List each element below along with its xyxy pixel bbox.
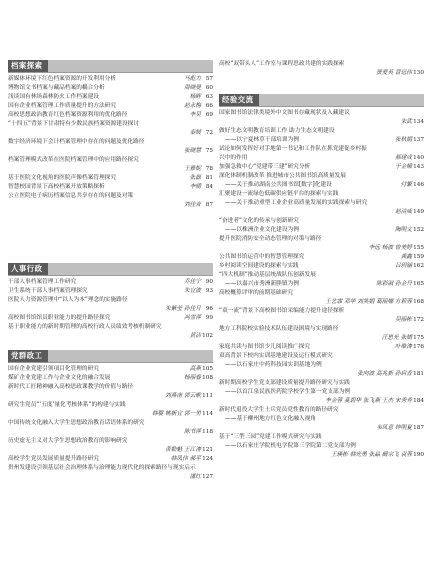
article-author: 叶维涛: [394, 344, 412, 350]
toc-line: [8, 120, 213, 129]
toc-entry[interactable]: [8, 365, 213, 374]
page-number: 57: [205, 76, 213, 82]
toc-entry[interactable]: [219, 352, 424, 379]
toc-line: [8, 183, 213, 192]
article-title: 卫生系统干部人事档案管理探究: [8, 288, 88, 294]
toc-entry[interactable]: [219, 253, 424, 262]
toc-line: [219, 262, 424, 271]
toc-line: [219, 127, 424, 136]
toc-line: [8, 305, 213, 314]
section-title: 人事行政: [8, 263, 48, 275]
entry-list: [219, 60, 424, 78]
article-title: 加强急救中心“党建带三建”研究分析: [219, 164, 311, 170]
toc-line: [8, 138, 213, 147]
entry-list: [8, 365, 213, 482]
toc-entry[interactable]: [8, 419, 213, 437]
page-number: 75: [205, 148, 213, 154]
page-number: 165: [413, 281, 424, 287]
article-author: 周晓曼: [183, 85, 201, 91]
toc-entry[interactable]: [219, 235, 424, 253]
toc-line: [219, 60, 424, 69]
toc-line: [8, 392, 213, 401]
page-number: 149: [413, 209, 424, 215]
toc-line: [219, 379, 424, 388]
article-author: 赵永梅: [183, 103, 201, 109]
toc-line: [8, 84, 213, 93]
toc-line: [219, 69, 424, 78]
article-title: 新时期高校学生党支部建设质量提升路径研究与实践: [219, 380, 350, 386]
article-title: 高校“双带头人”工作室与课程思政共建的实践探索: [219, 61, 345, 67]
article-author: 潘红: [189, 474, 201, 480]
toc-line: [8, 201, 213, 210]
section-header: [8, 350, 213, 363]
article-author: 黄勒魁 王江涛: [165, 447, 201, 453]
article-author: 汪思光 张婧: [381, 335, 412, 341]
toc-entry[interactable]: [8, 138, 213, 156]
article-author: 陈书萍: [183, 429, 201, 435]
article-title: 兴中的作用: [219, 155, 248, 161]
section-header: [219, 94, 424, 107]
page-number: 181: [413, 371, 424, 377]
toc-line: [219, 316, 424, 325]
article-author: 马彪力: [183, 76, 201, 82]
page-number: 140: [413, 155, 424, 161]
article-author: 秦媛: [189, 130, 201, 136]
article-author: 刘燕南 郭云歌: [165, 393, 201, 399]
toc-line: [8, 93, 213, 102]
article-title: 高校图书馆馆员职业能力的提升路径探究: [8, 315, 111, 321]
page-number: 121: [202, 447, 213, 453]
article-title: “四大机制”推动基层统战队伍创新发展: [219, 272, 316, 278]
toc-line: [8, 156, 213, 165]
toc-line: [8, 278, 213, 287]
toc-entry[interactable]: [8, 401, 213, 419]
page-number: 168: [413, 299, 424, 305]
toc-line: [219, 433, 424, 442]
page-number: 187: [413, 425, 424, 431]
toc-entry[interactable]: [219, 325, 424, 343]
toc-entry[interactable]: [8, 455, 213, 464]
toc-line: [8, 111, 213, 120]
page-number: 78: [205, 166, 213, 172]
toc-line: [8, 332, 213, 341]
article-title: ——以首江泉民族医药院学校学生第一党支部为例: [225, 389, 351, 395]
article-title: 新时代工匠精神融入高校思政课教学的价值与路径: [8, 384, 134, 390]
page-number: 143: [413, 164, 424, 170]
section-title: 档案探索: [8, 60, 48, 72]
toc-entry[interactable]: [8, 111, 213, 120]
page-number: 114: [202, 411, 213, 417]
page-number: 60: [205, 85, 213, 91]
toc-line: [219, 208, 424, 217]
toc-line: [219, 235, 424, 244]
toc-line: [219, 334, 424, 343]
page-number: 127: [202, 474, 213, 480]
toc-line: [219, 109, 424, 118]
article-title: 试论如何发挥好对手地第一书记和工作队在抓党建促乡村振: [219, 146, 367, 152]
article-author: 赵洁威: [394, 209, 412, 215]
article-title: ——以石家庄学院机电学院第三学院第二党支部为例: [225, 443, 356, 449]
toc-entry[interactable]: [219, 406, 424, 433]
toc-entry[interactable]: [8, 183, 213, 192]
article-author: 贺爱英 晋远伟: [376, 70, 412, 76]
article-title: 国家图书馆法律类境外中文图书存藏现状及入藏建议: [219, 110, 350, 116]
toc-entry[interactable]: [8, 93, 213, 102]
page-number: 152: [413, 227, 424, 233]
article-author: 吕玥涵: [394, 263, 412, 269]
article-title: 基于职业能力的新时期管理的高校行政人员绩效考核机制研究: [8, 324, 162, 330]
entry-list: [8, 75, 213, 210]
toc-entry[interactable]: [219, 172, 424, 190]
article-title: 汇聚建设一流绿色低碳供应链平台的探索与实践: [219, 191, 339, 197]
article-author: 张秋娟: [394, 137, 412, 143]
article-author: 李金蓉 莫碧华 张飞燕 王杰 宋秀秀: [325, 398, 412, 404]
toc-entry[interactable]: [219, 127, 424, 145]
toc-line: [219, 325, 424, 334]
toc-line: [219, 163, 424, 172]
section-header: [8, 263, 213, 276]
section-header: [8, 60, 213, 73]
article-author: 高燕: [189, 366, 201, 372]
toc-entry[interactable]: [219, 60, 424, 78]
article-title: 研究生党员“‘五度’量化考核体系”的构建与实践: [8, 402, 126, 408]
toc-line: [219, 397, 424, 406]
article-title: ——以株洲企业文化建设为例: [225, 227, 299, 233]
toc-entry[interactable]: [8, 374, 213, 383]
toc-line: [8, 401, 213, 410]
toc-line: [8, 383, 213, 392]
section-exchange: [219, 94, 424, 460]
toc-line: [8, 174, 213, 183]
toc-line: [219, 280, 424, 289]
article-title: 国有企业党建引领项目化管理的研究: [8, 366, 99, 372]
section-title: 经验交流: [219, 94, 259, 106]
article-author: 杨丽春: [183, 375, 201, 381]
article-author: 朱宜波: [183, 288, 201, 294]
page-number: 102: [202, 333, 213, 339]
page-number: 72: [205, 130, 213, 136]
article-title: 智慧校园背景下高校档案开放策略探析: [8, 184, 105, 190]
toc-line: [219, 253, 424, 262]
toc-line: [8, 410, 213, 419]
article-author: 张向波 高兆新 孙启香: [357, 371, 412, 377]
toc-entry[interactable]: [8, 156, 213, 174]
toc-entry[interactable]: [8, 383, 213, 401]
page-number: 66: [205, 103, 213, 109]
toc-entry[interactable]: [219, 343, 424, 352]
toc-line: [8, 129, 213, 138]
article-author: 刘佳音: [183, 202, 201, 208]
article-title: 高校学生党员发展质量提升路径研究: [8, 456, 99, 462]
article-author: 张晓慧: [183, 148, 201, 154]
article-author: 李远 杨波 曾美婷: [368, 245, 412, 251]
page-number: 159: [413, 254, 424, 260]
toc-line: [219, 415, 424, 424]
toc-line: [8, 287, 213, 296]
toc-entry[interactable]: [8, 287, 213, 296]
article-author: 李晴: [189, 184, 201, 190]
toc-line: [219, 190, 424, 199]
toc-entry[interactable]: [8, 278, 213, 287]
toc-entry[interactable]: [219, 271, 424, 289]
article-title: 新媒体环境下红色档案资源的开发利用分析: [8, 76, 117, 82]
page-number: 90: [205, 279, 213, 285]
toc-entry[interactable]: [8, 174, 213, 183]
section-continued: [219, 60, 424, 78]
article-title: ——以石家庄中药科技园实训基地为例: [225, 362, 322, 368]
section-personnel: [8, 263, 213, 341]
page-number: 130: [413, 70, 424, 76]
toc-line: [8, 428, 213, 437]
article-author: 韩凤伟 郝平: [170, 456, 201, 462]
toc-line: [8, 192, 213, 201]
toc-line: [8, 314, 213, 323]
article-author: 朱紫莹 孙佳月: [165, 306, 201, 312]
article-title: ——基于柳州地方红色文化融入视角: [225, 416, 316, 422]
page-number: 190: [413, 452, 424, 458]
page-number: 81: [205, 175, 213, 181]
toc-line: [219, 370, 424, 379]
toc-entry[interactable]: [219, 163, 424, 172]
page-number: 87: [205, 202, 213, 208]
article-title: 地方工科院校实验技术队伍建设困境与实现路径: [219, 326, 339, 332]
article-title: 乡村阅读空间建设的探索与实践: [219, 263, 299, 269]
toc-line: [219, 145, 424, 154]
page-number: 93: [205, 288, 213, 294]
article-author: 王瑛彬 韩光勇 张晶 阚宗飞 袁蓉: [330, 452, 412, 458]
page-number: 175: [413, 335, 424, 341]
toc-line: [219, 244, 424, 253]
article-title: “十四五”背景下甘肃特有少数民族档案资源建设探讨: [8, 121, 140, 127]
section-archives: [8, 60, 213, 210]
right-column: [219, 0, 424, 585]
toc-line: [8, 437, 213, 446]
toc-line: [8, 365, 213, 374]
page-number: 184: [413, 398, 424, 404]
article-author: 冯雪萍: [183, 315, 201, 321]
article-title: 医院人力资源管理中“以人为本”理念的实施路径: [8, 297, 128, 303]
article-title: ——以宁夏林草干部培训为例: [225, 137, 299, 143]
toc-line: [8, 464, 213, 473]
article-title: 提升医院消防安全动态管理的对策与路径: [219, 236, 322, 242]
page-number: 162: [413, 263, 424, 269]
article-title: ——关于推动重型工业企业高质量发展的实践探索与研究: [225, 200, 368, 206]
toc-entry[interactable]: [8, 296, 213, 314]
page-number: 146: [413, 182, 424, 188]
toc-entry[interactable]: [8, 75, 213, 84]
toc-entry[interactable]: [219, 379, 424, 406]
article-author: 黄洁: [189, 333, 201, 339]
toc-entry[interactable]: [8, 437, 213, 455]
toc-line: [219, 217, 424, 226]
page-number: 63: [205, 94, 213, 100]
toc-line: [8, 473, 213, 482]
article-author: 吴丽彬: [394, 317, 412, 323]
article-author: 王艺霏 邓华 刘笑娟 葛丽娜 方莉蓉: [325, 299, 412, 305]
article-title: 数字经济环境下会计档案管理中存在的问题及优化路径: [8, 139, 145, 145]
toc-line: [219, 181, 424, 190]
article-title: 公立医院电子病历档案信息共享存在的问题及对策: [8, 193, 134, 199]
toc-line: [219, 424, 424, 433]
article-author: 乔佳宁: [183, 279, 201, 285]
toc-line: [219, 172, 424, 181]
page-number: 124: [202, 456, 213, 462]
toc-line: [219, 388, 424, 397]
article-title: 基于“三型三园”党建工作模式研究与实践: [219, 434, 322, 440]
toc-line: [219, 352, 424, 361]
page-number: 105: [202, 366, 213, 372]
entry-list: [8, 278, 213, 341]
toc-entry[interactable]: [219, 109, 424, 127]
article-title: 博物馆文书档案与藏品档案的耦合分析: [8, 85, 105, 91]
article-title: “奋进者”文化的传承与创新研究: [219, 218, 299, 224]
article-title: 浅谈国有林场森林防火工作档案建设: [8, 94, 99, 100]
toc-entry[interactable]: [219, 217, 424, 235]
page-number: 84: [205, 184, 213, 190]
page-number: 134: [413, 119, 424, 125]
toc-line: [8, 455, 213, 464]
article-author: 陈彩淑 孙金丹: [376, 281, 412, 287]
toc-entry[interactable]: [219, 262, 424, 271]
article-title: 煤矿企业党建工作与企业文化的融合发展: [8, 375, 111, 381]
article-title: 档案管理模式改革在医院档案管理中的应用路径探究: [8, 157, 139, 163]
toc-entry[interactable]: [8, 120, 213, 138]
article-author: 韩婴 姚新宜 郭一男: [151, 411, 201, 417]
toc-line: [219, 451, 424, 460]
article-author: 陶明文: [394, 227, 412, 233]
article-title: 高校思想政治教育红色档案资源利用的优化路径: [8, 112, 128, 118]
page-number: 96: [205, 306, 213, 312]
toc-line: [8, 296, 213, 305]
toc-line: [8, 75, 213, 84]
article-author: 王雅妮: [183, 166, 201, 172]
article-author: 付繁: [400, 182, 412, 188]
article-author: 龚鑫: [400, 254, 412, 260]
section-title: 党群政工: [8, 350, 48, 362]
page-number: 99: [205, 315, 213, 321]
toc-line: [8, 147, 213, 156]
toc-line: [219, 289, 424, 298]
article-author: 张磊: [189, 175, 201, 181]
toc-entry[interactable]: [8, 464, 213, 482]
article-title: “双一流”背景下高校图书馆采编能力提升途径探析: [219, 308, 345, 314]
toc-line: [8, 102, 213, 111]
article-title: 双高背景下校内实训基地建设及运行模式研究: [219, 353, 333, 359]
toc-entry[interactable]: [219, 145, 424, 163]
article-author: 朱武: [400, 119, 412, 125]
toc-entry[interactable]: [8, 314, 213, 323]
toc-line: [219, 154, 424, 163]
toc-entry[interactable]: [219, 190, 424, 217]
toc-entry[interactable]: [219, 289, 424, 307]
toc-line: [8, 165, 213, 174]
article-author: 于金娥: [394, 164, 412, 170]
toc-entry[interactable]: [219, 433, 424, 460]
article-title: ——关于推动湖南公共图书馆[数字]化建设: [225, 182, 332, 188]
toc-entry[interactable]: [8, 323, 213, 341]
article-author: 李吴: [189, 112, 201, 118]
toc-line: [8, 374, 213, 383]
toc-entry[interactable]: [8, 84, 213, 93]
article-title: 新时代退役大学生士兵党员党性教育的路径研究: [219, 407, 339, 413]
article-title: 高校概算评审的前期基础研究: [219, 290, 293, 296]
toc-line: [8, 419, 213, 428]
page-number: 118: [202, 429, 213, 435]
toc-line: [8, 323, 213, 332]
article-title: 基于医院文化视角的医院声像档案管理探究: [8, 175, 117, 181]
article-title: ——以嘉兴市秀洲新塍镇为例: [225, 281, 299, 287]
left-column: [8, 0, 213, 585]
page-number: 108: [202, 375, 213, 381]
toc-entry[interactable]: [8, 102, 213, 111]
toc-line: [219, 442, 424, 451]
toc-line: [219, 136, 424, 145]
toc-line: [219, 298, 424, 307]
section-party: [8, 350, 213, 482]
article-title: 家庭共读与图书馆少儿阅读推广探究: [219, 344, 310, 350]
toc-line: [219, 271, 424, 280]
article-title: 深化体制机制改革 推进城市公共图书馆高质量发展: [219, 173, 346, 179]
article-title: 中国传统文化融入大学生思想政治教育话语体系的研究: [8, 420, 145, 426]
article-title: 贵州发建设引领基层社会治理体系与治理能力现代化的探索路径与现实启示: [8, 465, 196, 471]
article-author: 郝建成: [394, 155, 412, 161]
toc-line: [219, 307, 424, 316]
article-title: 国有企业档案管理工作质量提升的方法研究: [8, 103, 117, 109]
article-title: 公共图书馆运营中的智慧管理探究: [219, 254, 305, 260]
article-title: 历史虚无主义对大学生思想政治教育的影响研究: [8, 438, 128, 444]
page-number: 176: [413, 344, 424, 350]
toc-entry[interactable]: [8, 192, 213, 210]
article-title: 干部人事档案管理工作研究: [8, 279, 77, 285]
article-author: 韦凤意 钟明夏: [376, 425, 412, 431]
entry-list: [219, 109, 424, 460]
toc-line: [219, 406, 424, 415]
toc-entry[interactable]: [219, 307, 424, 325]
page-number: 137: [413, 137, 424, 143]
page-number: 155: [413, 245, 424, 251]
page-number: 111: [202, 393, 213, 399]
page-number: 172: [413, 317, 424, 323]
article-author: 杨眸: [189, 94, 201, 100]
toc-line: [219, 343, 424, 352]
toc-line: [219, 361, 424, 370]
toc-line: [219, 199, 424, 208]
article-title: 做好生态文明教育培训工作 助力生态文明建设: [219, 128, 335, 134]
toc-line: [219, 118, 424, 127]
toc-line: [8, 446, 213, 455]
page-number: 69: [205, 112, 213, 118]
toc-line: [219, 226, 424, 235]
